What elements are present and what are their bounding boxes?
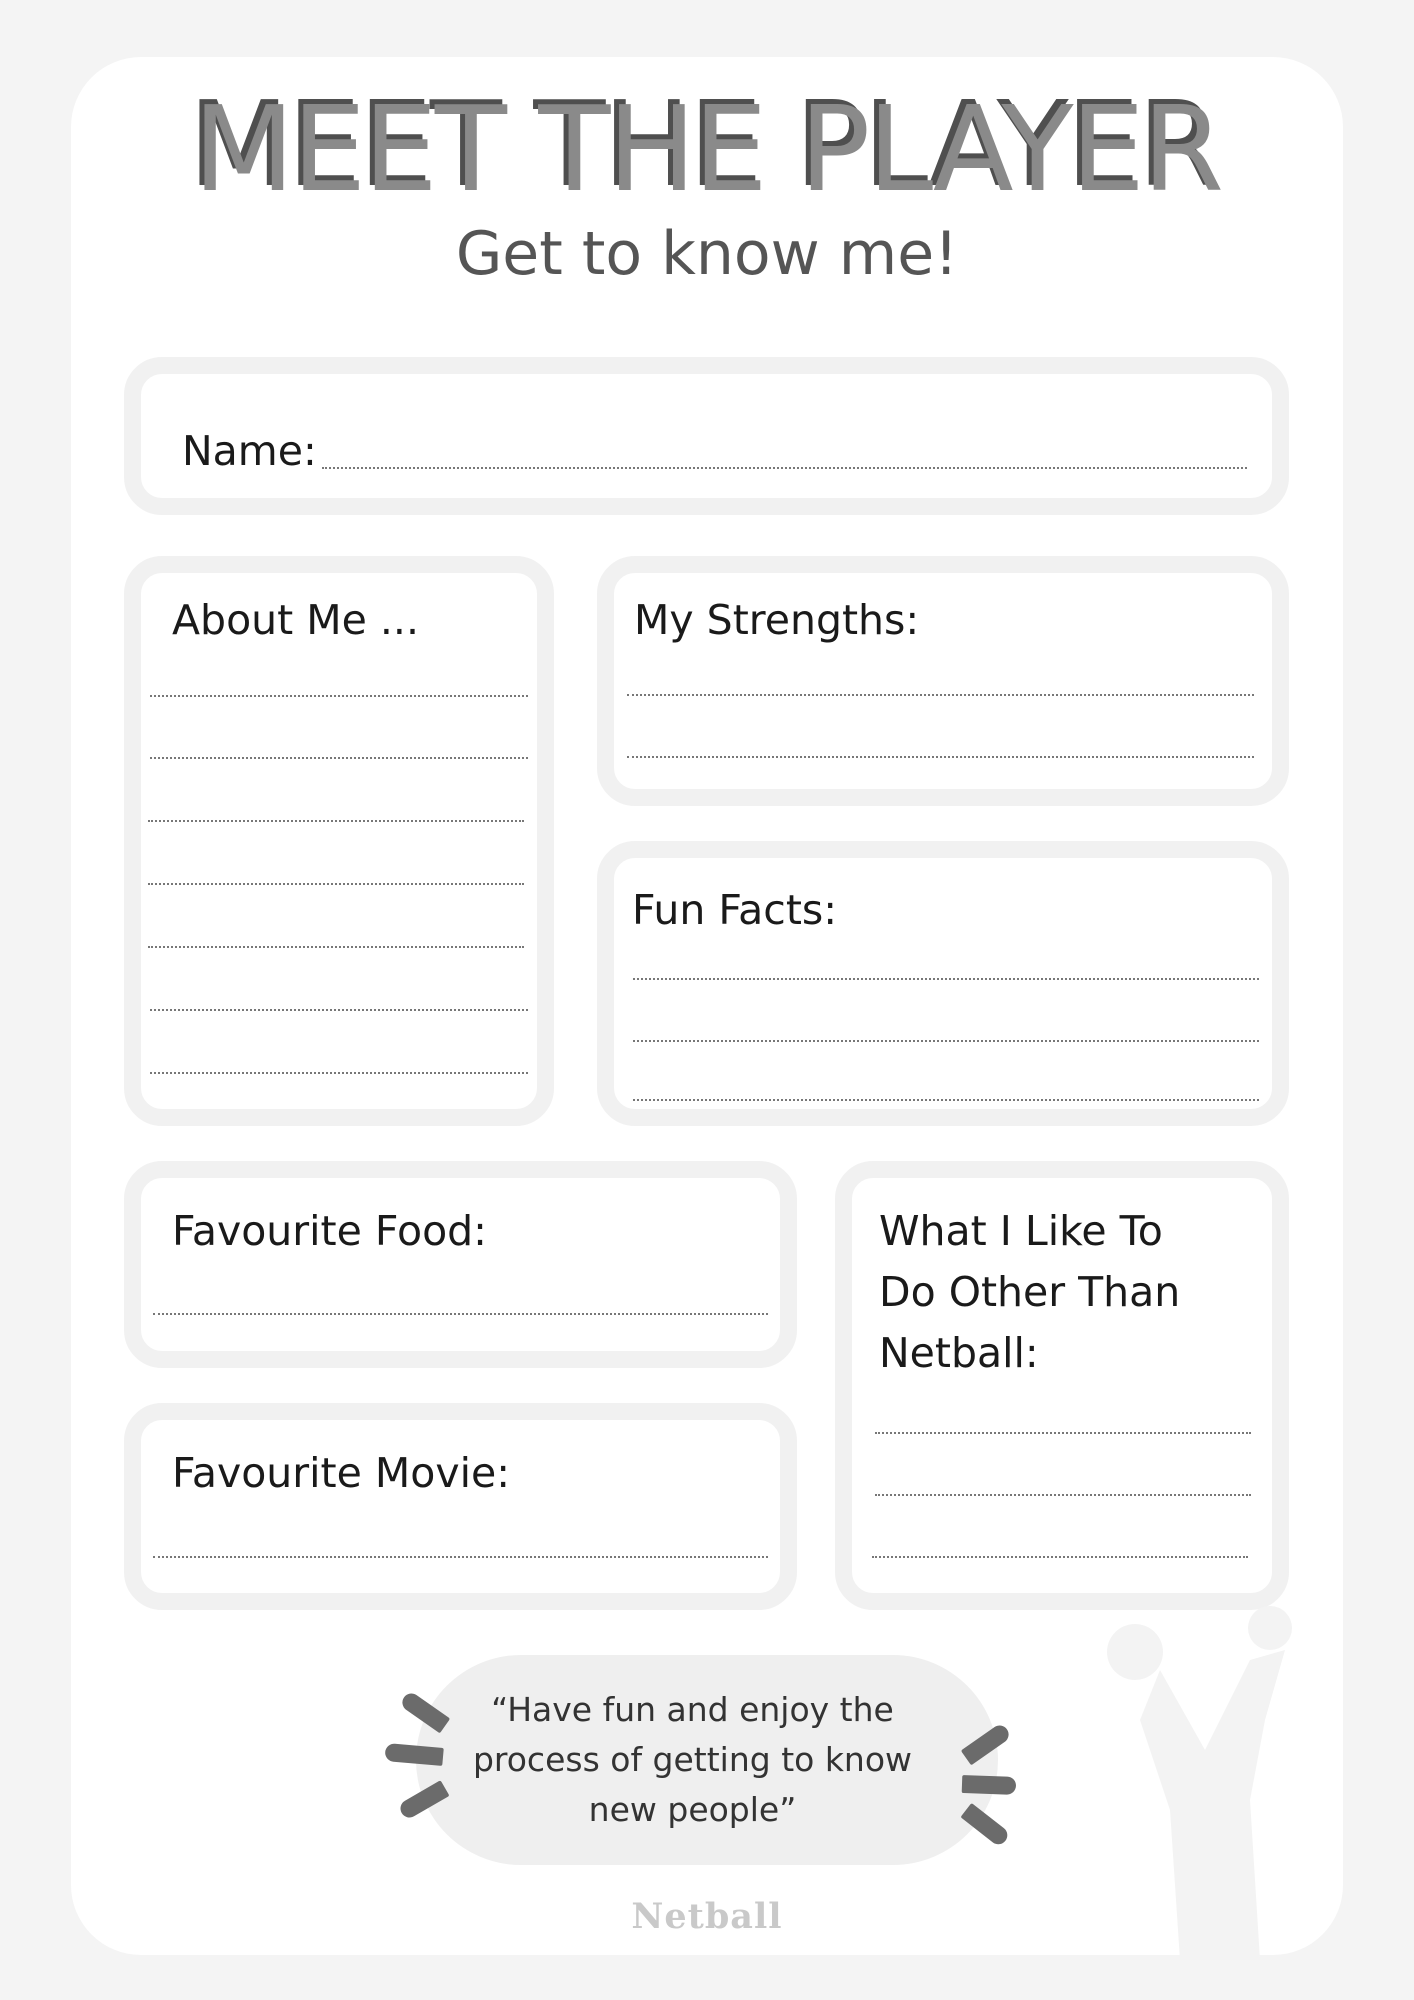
player-silhouette-icon <box>1100 1600 1340 1960</box>
about-me-write-line[interactable] <box>148 820 524 822</box>
other-activities-write-line[interactable] <box>875 1432 1251 1434</box>
about-me-label: About Me ... <box>172 596 419 644</box>
other-activities-label-line3: Netball: <box>879 1329 1039 1377</box>
favourite-movie-label: Favourite Movie: <box>172 1449 511 1497</box>
about-me-write-line[interactable] <box>148 946 524 948</box>
fun-facts-label: Fun Facts: <box>632 886 838 934</box>
favourite-movie-write-line[interactable] <box>153 1556 768 1558</box>
fun-facts-write-line[interactable] <box>633 1099 1259 1101</box>
favourite-food-label: Favourite Food: <box>172 1207 487 1255</box>
fun-facts-write-line[interactable] <box>633 1040 1259 1042</box>
favourite-movie-box <box>124 1403 797 1610</box>
other-activities-write-line[interactable] <box>872 1556 1248 1558</box>
page-title: MEET THE PLAYER <box>192 80 1222 218</box>
quote-line: process of getting to know <box>472 1740 913 1779</box>
about-me-write-line[interactable] <box>150 1009 528 1011</box>
other-activities-label-line1: What I Like To <box>879 1207 1163 1255</box>
about-me-write-line[interactable] <box>150 1072 528 1074</box>
strengths-label: My Strengths: <box>634 596 920 644</box>
name-label: Name: <box>182 427 317 475</box>
about-me-write-line[interactable] <box>150 695 528 697</box>
about-me-write-line[interactable] <box>148 883 524 885</box>
netball-logo: Netball <box>631 1896 783 1937</box>
other-activities-write-line[interactable] <box>875 1494 1251 1496</box>
page-subtitle: Get to know me! <box>455 219 959 289</box>
name-write-line[interactable] <box>322 467 1247 469</box>
favourite-food-write-line[interactable] <box>153 1313 768 1315</box>
quote-text <box>430 1685 955 1835</box>
favourite-food-box <box>124 1161 797 1368</box>
quote-line: new people” <box>588 1790 797 1829</box>
other-activities-label-line2: Do Other Than <box>879 1268 1181 1316</box>
quote-line: “Have fun and enjoy the <box>491 1690 894 1729</box>
fun-facts-write-line[interactable] <box>633 978 1259 980</box>
strengths-write-line[interactable] <box>627 756 1254 758</box>
strengths-write-line[interactable] <box>627 694 1254 696</box>
about-me-write-line[interactable] <box>150 757 528 759</box>
